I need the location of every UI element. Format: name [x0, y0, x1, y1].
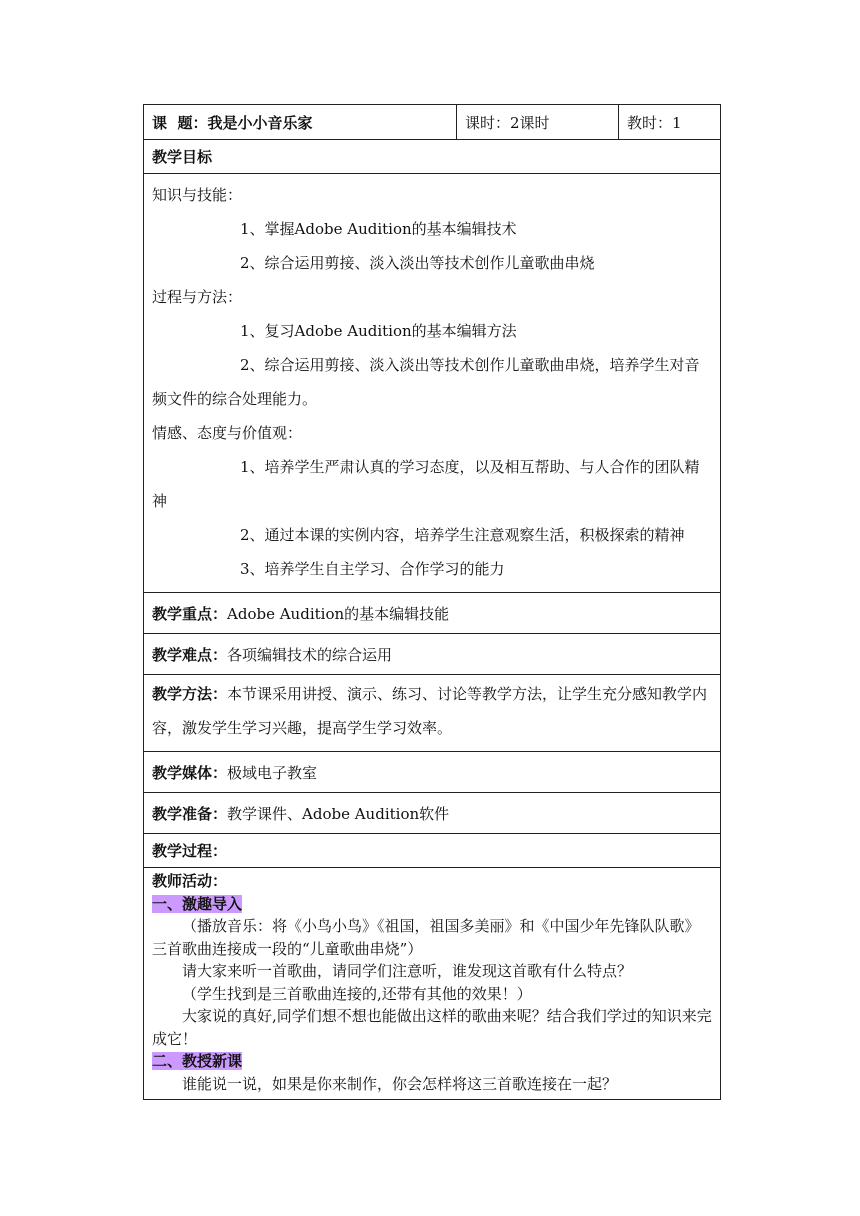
activities-title: 教师活动：	[152, 872, 228, 890]
section-intro-heading: 一、激趣导入	[152, 894, 243, 913]
media-row	[144, 752, 721, 793]
difficulty-row	[144, 634, 721, 675]
difficulty-cell	[144, 634, 721, 675]
goals-content	[144, 174, 721, 593]
hours-cell: 课时：2课时	[457, 105, 619, 140]
difficulty-text: 各项编辑技术的综合运用	[227, 645, 393, 664]
process-title-row	[144, 834, 721, 868]
key-point-text: Adobe Audition的基本编辑技能	[227, 604, 450, 623]
key-point-label: 教学重点：	[152, 604, 228, 623]
emotion-item-3: 3、培养学生自主学习、合作学习的能力	[240, 560, 505, 578]
prep-cell	[144, 793, 721, 834]
emotion-item-1: 1、培养学生严肃认真的学习态度，以及相互帮助、与人合作的团队精神	[152, 458, 700, 510]
process-item-1: 1、复习Adobe Audition的基本编辑方法	[240, 322, 517, 340]
method-text: 本节课采用讲授、演示、练习、讨论等教学方法，让学生充分感知教学内容，激发学生学习兴趣，提高学生学习效率。	[152, 685, 708, 737]
method-label: 教学方法：	[152, 685, 228, 703]
activity-paragraph-1: （播放音乐：将《小鸟小鸟》《祖国，祖国多美丽》和《中国少年先锋队队歌》三首歌曲连接成一段的“儿童歌曲串烧”）	[152, 917, 700, 958]
lesson-plan-table	[143, 104, 721, 1100]
topic-cell: 课 题：我是小小音乐家	[144, 105, 457, 140]
goals-title: 教学目标	[144, 140, 721, 174]
lesson-plan	[143, 104, 720, 1100]
method-row	[144, 675, 721, 752]
activity-paragraph-5: 谁能说一说，如果是你来制作，你会怎样将这三首歌连接在一起？	[182, 1074, 618, 1093]
emotion-item-2: 2、通过本课的实例内容，培养学生注意观察生活，积极探索的精神	[240, 526, 685, 544]
process-title-cell: 教学过程：	[144, 834, 721, 868]
knowledge-title: 知识与技能：	[152, 186, 243, 204]
media-cell	[144, 752, 721, 793]
difficulty-label: 教学难点：	[152, 645, 228, 664]
key-point-cell	[144, 593, 721, 634]
emotion-title: 情感、态度与价值观：	[152, 424, 303, 442]
header-row	[144, 105, 721, 140]
prep-text: 教学课件、Adobe Audition软件	[227, 804, 450, 823]
activity-paragraph-3: （学生找到是三首歌曲连接的,还带有其他的效果！）	[182, 984, 532, 1003]
goals-row	[144, 174, 721, 593]
method-cell	[144, 675, 721, 752]
goals-title-row	[144, 140, 721, 174]
knowledge-item-2: 2、综合运用剪接、淡入淡出等技术创作儿童歌曲串烧	[240, 254, 595, 272]
section-new-lesson-heading: 二、教授新课	[152, 1052, 243, 1070]
prep-row	[144, 793, 721, 834]
activity-paragraph-2: 请大家来听一首歌曲，请同学们注意听，谁发现这首歌有什么特点？	[182, 962, 633, 980]
media-label: 教学媒体：	[152, 763, 228, 782]
process-item-2: 2、综合运用剪接、淡入淡出等技术创作儿童歌曲串烧，培养学生对音频文件的综合处理能力。	[152, 356, 700, 408]
key-point-row	[144, 593, 721, 634]
media-text: 极域电子教室	[227, 763, 318, 782]
activity-paragraph-4: 大家说的真好,同学们想不想也能做出这样的歌曲来呢？结合我们学过的知识来完成它！	[152, 1007, 712, 1048]
prep-label: 教学准备：	[152, 804, 228, 823]
activities-row	[144, 868, 721, 1100]
activities-cell	[144, 868, 721, 1100]
lesson-number-cell: 教时：1	[619, 105, 721, 140]
knowledge-item-1: 1、掌握Adobe Audition的基本编辑技术	[240, 220, 517, 238]
process-title: 过程与方法：	[152, 288, 243, 306]
